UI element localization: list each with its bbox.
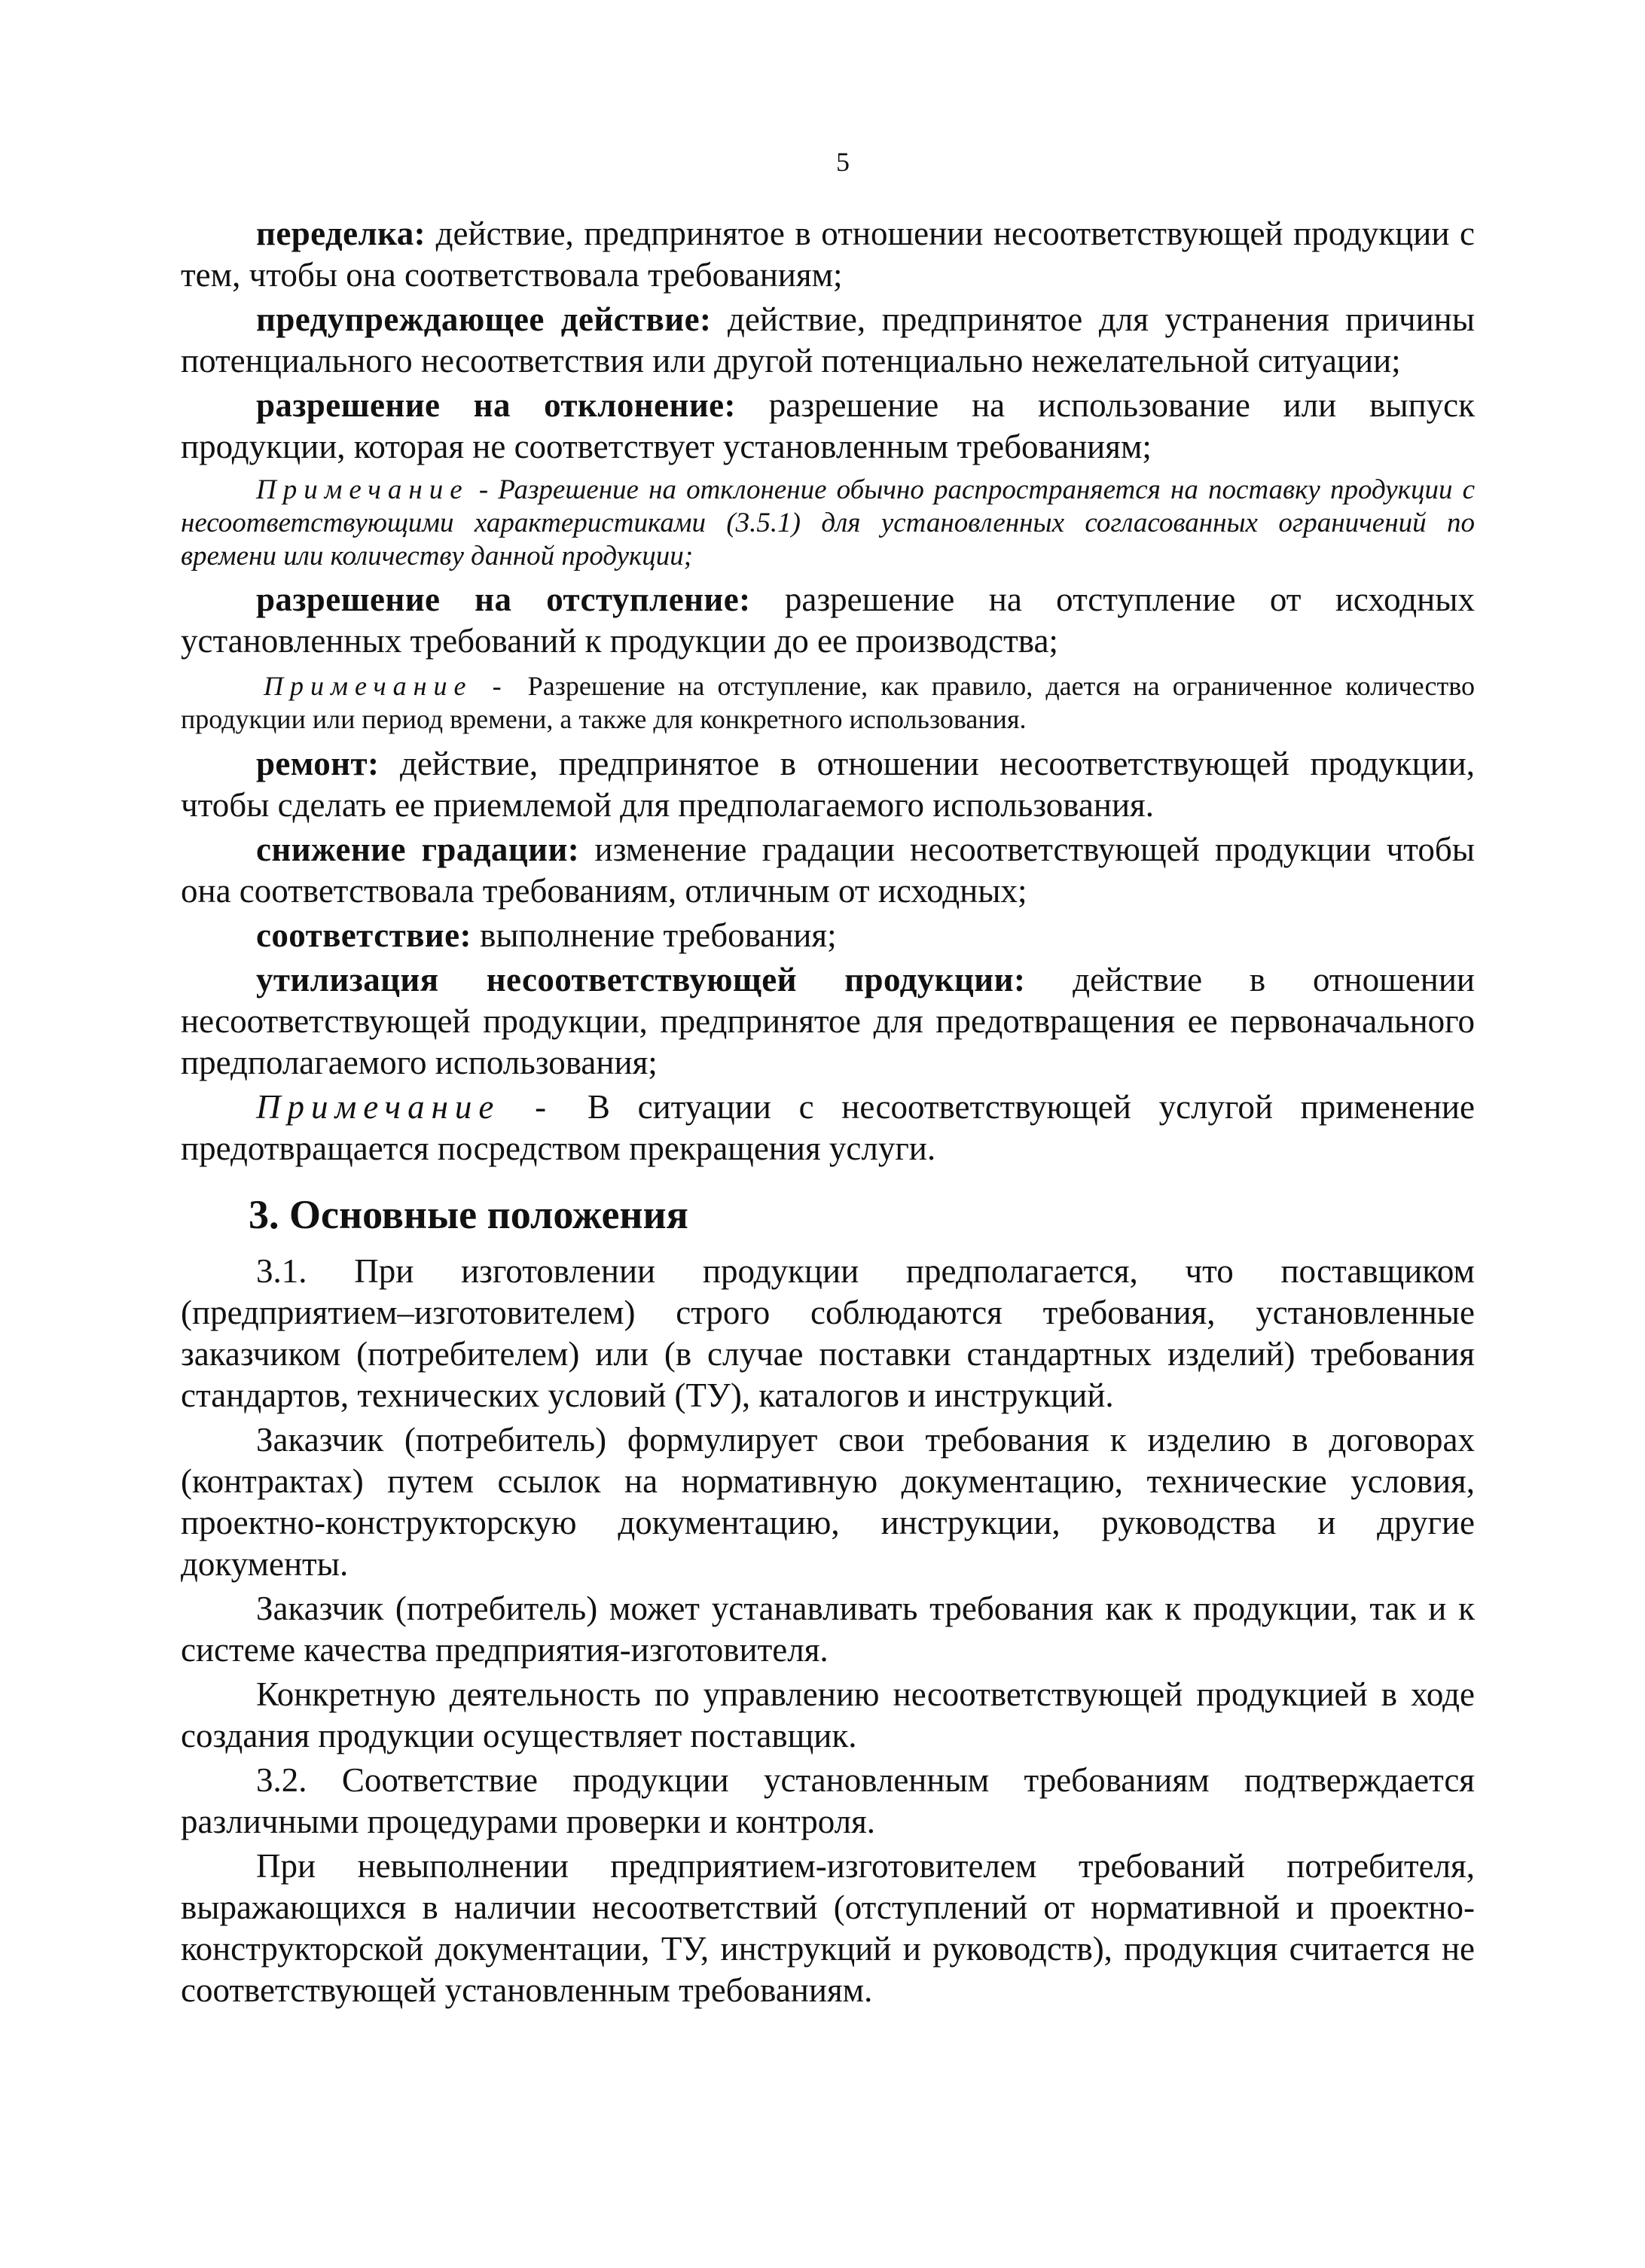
document-page [181, 147, 1475, 2014]
note-paragraph [181, 669, 1475, 736]
note-dash: - [472, 671, 528, 701]
definition-paragraph [181, 299, 1475, 382]
definition-term: предупреждающее действие: [256, 300, 712, 338]
definition-term: снижение градации: [256, 831, 580, 868]
definition-text: действие, предпринятое в отношении несоответствующей продукции, чтобы сделать ее приемлемой для предполагаемого использования. [181, 745, 1475, 824]
definition-paragraph [181, 915, 1475, 956]
definition-text: действие, предпринятое в отношении несоответствующей продукции с тем, чтобы она соответствовала требованиям; [181, 215, 1475, 294]
definition-text: выполнение требования; [471, 916, 837, 954]
note-text: Разрешение на отклонение обычно распространяется на поставку продукции с несоответствующими характеристиками (3.5.1) для установленных согласованных ограничений по времени или количеству данной продукции; [181, 474, 1475, 572]
body-paragraph: 3.2. Соответствие продукции установленным требованиям подтверждается различными процедурами проверки и контроля. [181, 1761, 1475, 1840]
note-paragraph [181, 474, 1475, 573]
definition-term: ремонт: [256, 745, 380, 782]
definition-paragraph [181, 743, 1475, 826]
definition-paragraph [181, 579, 1475, 662]
definition-term: соответствие: [256, 916, 472, 954]
body-paragraph: При невыполнении предприятием-изготовителем требований потребителя, выражающихся в наличии несоответствий (отступлений от нормативной и проектно-конструкторской документации, ТУ, инструкций и руководств), продукция считается не соответствующей установленным требованиям. [181, 1847, 1475, 2009]
note-text: В ситуации с несоответствующей услугой применение предотвращается посредством прекращения услуги. [181, 1088, 1475, 1167]
note-paragraph [181, 1087, 1475, 1169]
definition-paragraph [181, 829, 1475, 912]
definition-text: разрешение на отступление от исходных установленных требований к продукции до ее производства; [181, 581, 1475, 660]
definition-text: действие в отношении несоответствующей продукции, предпринятое для предотвращения ее первоначального предполагаемого использования; [181, 961, 1475, 1081]
definition-term: разрешение на отклонение: [256, 386, 736, 424]
note-dash: - [500, 1088, 588, 1126]
definition-paragraph [181, 385, 1475, 468]
definition-text: действие, предпринятое для устранения причины потенциального несоответствия или другой потенциально нежелательной ситуации; [181, 300, 1475, 380]
definition-paragraph [181, 959, 1475, 1084]
body-paragraph: 3.1. При изготовлении продукции предполагается, что поставщиком (предприятием–изготовителем) строго соблюдаются требования, установленные заказчиком (потребителем) или (в случае поставки стандартных изделий) требования стандартов, технических условий (ТУ), каталогов и инструкций. [181, 1252, 1475, 1414]
definition-term: утилизация несоответствующей продукции: [256, 961, 1026, 998]
definition-term: переделка: [256, 215, 426, 252]
definition-text: изменение градации несоответствующей продукции чтобы она соответствовала требованиям, отличным от исходных; [181, 831, 1475, 910]
body-paragraph: Заказчик (потребитель) может устанавливать требования как к продукции, так и к системе качества предприятия-изготовителя. [181, 1590, 1475, 1669]
definition-text: разрешение на использование или выпуск продукции, которая не соответствует установленным требованиям; [181, 386, 1475, 465]
body-paragraph: Конкретную деятельность по управлению несоответствующей продукцией в ходе создания продукции осуществляет поставщик. [181, 1675, 1475, 1754]
body-paragraph: Заказчик (потребитель) формулирует свои требования к изделию в договорах (контрактах) путем ссылок на нормативную документацию, технические условия, проектно-конструкторскую документацию, инструкции, руководства и другие документы. [181, 1421, 1475, 1583]
note-label: Примечание [256, 1088, 501, 1126]
definition-paragraph [181, 213, 1475, 296]
note-label: Примечание [256, 474, 469, 505]
note-label: Примечание [264, 671, 473, 701]
page-number: 5 [836, 147, 850, 177]
definition-term: разрешение на отступление: [256, 581, 751, 618]
note-dash: - [468, 474, 499, 505]
note-text: Разрешение на отступление, как правило, дается на ограниченное количество продукции или период времени, а также для конкретного использования. [181, 671, 1475, 734]
section-heading: 3. Основные положения [249, 1192, 688, 1237]
